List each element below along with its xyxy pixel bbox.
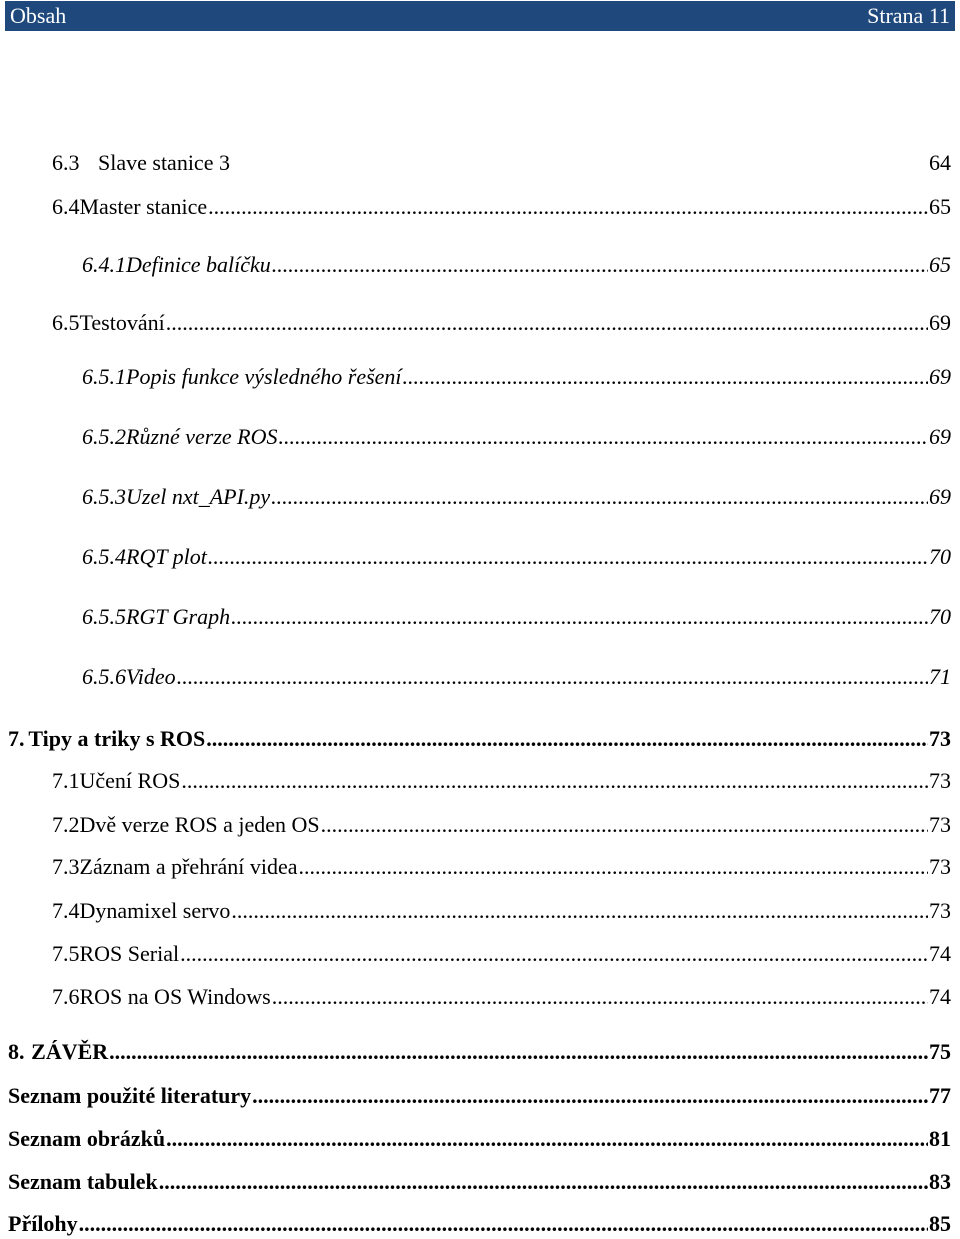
toc-number: 6.5.1 xyxy=(82,364,126,389)
toc-leader xyxy=(177,664,928,690)
toc-title: Testování xyxy=(79,310,165,335)
toc-page: 71 xyxy=(929,664,951,689)
toc-page: 73 xyxy=(929,898,951,923)
toc-number: 7.6 xyxy=(52,984,80,1009)
toc-title: Různé verze ROS xyxy=(126,424,278,449)
toc-page: 70 xyxy=(929,544,951,569)
toc-number: 6.5 xyxy=(52,310,80,335)
toc-leader xyxy=(231,604,928,630)
toc-leader xyxy=(321,812,928,838)
toc-page: 73 xyxy=(929,812,951,837)
toc-leader xyxy=(208,544,928,570)
toc-number: 6.5.4 xyxy=(82,544,126,569)
toc-title: RQT plot xyxy=(126,544,207,569)
toc-leader xyxy=(272,252,928,278)
toc-leader xyxy=(252,1083,928,1109)
toc-title: Dynamixel servo xyxy=(79,898,231,923)
toc-page: 73 xyxy=(929,854,951,879)
toc-entry[interactable] xyxy=(52,150,951,176)
toc-title: ZÁVĚR xyxy=(31,1039,109,1064)
toc-entry[interactable] xyxy=(8,1211,951,1237)
toc-page: 69 xyxy=(929,364,951,389)
toc-title: Master stanice xyxy=(79,194,208,219)
toc-entry[interactable] xyxy=(52,898,951,924)
toc-title: ROS Serial xyxy=(79,941,180,966)
toc-title: Seznam tabulek xyxy=(8,1169,158,1194)
toc-leader xyxy=(181,768,928,794)
toc-title: Seznam obrázků xyxy=(8,1126,166,1151)
toc-leader xyxy=(299,854,928,880)
toc-leader xyxy=(271,484,928,510)
toc-leader xyxy=(206,726,928,752)
toc-title: Definice balíčku xyxy=(126,252,271,277)
toc-number: 6.4 xyxy=(52,194,80,219)
toc-title: Popis funkce výsledného řešení xyxy=(126,364,402,389)
toc-page: 70 xyxy=(929,604,951,629)
toc-leader xyxy=(109,1039,928,1065)
toc-entry[interactable] xyxy=(82,364,951,390)
toc-page: 65 xyxy=(929,194,951,219)
toc-entry[interactable] xyxy=(8,1083,951,1109)
toc-title: Dvě verze ROS a jeden OS xyxy=(79,812,320,837)
toc-page: 69 xyxy=(929,484,951,509)
toc-number: 6.4.1 xyxy=(82,252,126,277)
toc-entry[interactable] xyxy=(8,726,951,752)
toc-number: 6.3 xyxy=(52,150,80,175)
toc-page: 64 xyxy=(929,150,951,175)
toc-entry[interactable] xyxy=(8,1126,951,1152)
toc-title: RGT Graph xyxy=(126,604,231,629)
toc-page: 75 xyxy=(929,1039,951,1064)
toc-page: 73 xyxy=(929,768,951,793)
toc-page: 85 xyxy=(929,1211,951,1236)
toc-page: 74 xyxy=(929,941,951,966)
toc-number: 7. xyxy=(8,726,25,751)
toc-page: 74 xyxy=(929,984,951,1009)
toc-leader xyxy=(159,1169,928,1195)
toc-leader xyxy=(79,1211,928,1237)
toc-title: Tipy a triky s ROS xyxy=(28,726,206,751)
header-page-label: Strana 11 xyxy=(867,3,950,28)
toc-entry[interactable] xyxy=(52,941,951,967)
toc-title: Uzel nxt_API.py xyxy=(126,484,271,509)
toc-page: 77 xyxy=(929,1083,951,1108)
toc-title: ROS na OS Windows xyxy=(79,984,271,1009)
toc-page: 73 xyxy=(929,726,951,751)
toc-leader xyxy=(180,941,928,967)
page-header xyxy=(5,1,955,31)
toc-page: 69 xyxy=(929,424,951,449)
toc-entry[interactable] xyxy=(82,484,951,510)
toc-entry[interactable] xyxy=(82,424,951,450)
toc-page: 65 xyxy=(929,252,951,277)
toc-number: 7.4 xyxy=(52,898,80,923)
toc-title: Učení ROS xyxy=(79,768,181,793)
toc-entry[interactable] xyxy=(52,768,951,794)
toc-page: 83 xyxy=(929,1169,951,1194)
toc-entry[interactable] xyxy=(52,984,951,1010)
toc-leader xyxy=(208,194,928,220)
toc-title: Záznam a přehrání videa xyxy=(79,854,298,879)
toc-entry[interactable] xyxy=(52,812,951,838)
header-title: Obsah xyxy=(10,3,67,28)
toc-number: 7.2 xyxy=(52,812,80,837)
toc-leader xyxy=(166,310,928,336)
toc-entry[interactable] xyxy=(52,194,951,220)
toc-leader xyxy=(231,898,928,924)
toc-entry[interactable] xyxy=(82,664,951,690)
toc-entry[interactable] xyxy=(8,1039,951,1065)
toc-entry[interactable] xyxy=(8,1169,951,1195)
toc-entry[interactable] xyxy=(82,604,951,630)
toc-title: Video xyxy=(126,664,176,689)
toc-leader xyxy=(403,364,928,390)
toc-number: 6.5.2 xyxy=(82,424,126,449)
toc-title: Přílohy xyxy=(8,1211,78,1236)
toc-leader xyxy=(272,984,928,1010)
toc-leader xyxy=(279,424,928,450)
toc-leader xyxy=(166,1126,928,1152)
toc-entry[interactable] xyxy=(82,252,951,278)
toc-page: 69 xyxy=(929,310,951,335)
toc-number: 7.3 xyxy=(52,854,80,879)
toc-number: 6.5.3 xyxy=(82,484,126,509)
toc-entry[interactable] xyxy=(52,310,951,336)
toc-title: Slave stanice 3 xyxy=(98,150,230,175)
toc-number: 6.5.5 xyxy=(82,604,126,629)
toc-entry[interactable] xyxy=(82,544,951,570)
toc-page: 81 xyxy=(929,1126,951,1151)
toc-number: 7.1 xyxy=(52,768,80,793)
toc-number: 7.5 xyxy=(52,941,80,966)
toc-title: Seznam použité literatury xyxy=(8,1083,252,1108)
toc-number: 8. xyxy=(8,1039,25,1064)
toc-number: 6.5.6 xyxy=(82,664,126,689)
toc-entry[interactable] xyxy=(52,854,951,880)
